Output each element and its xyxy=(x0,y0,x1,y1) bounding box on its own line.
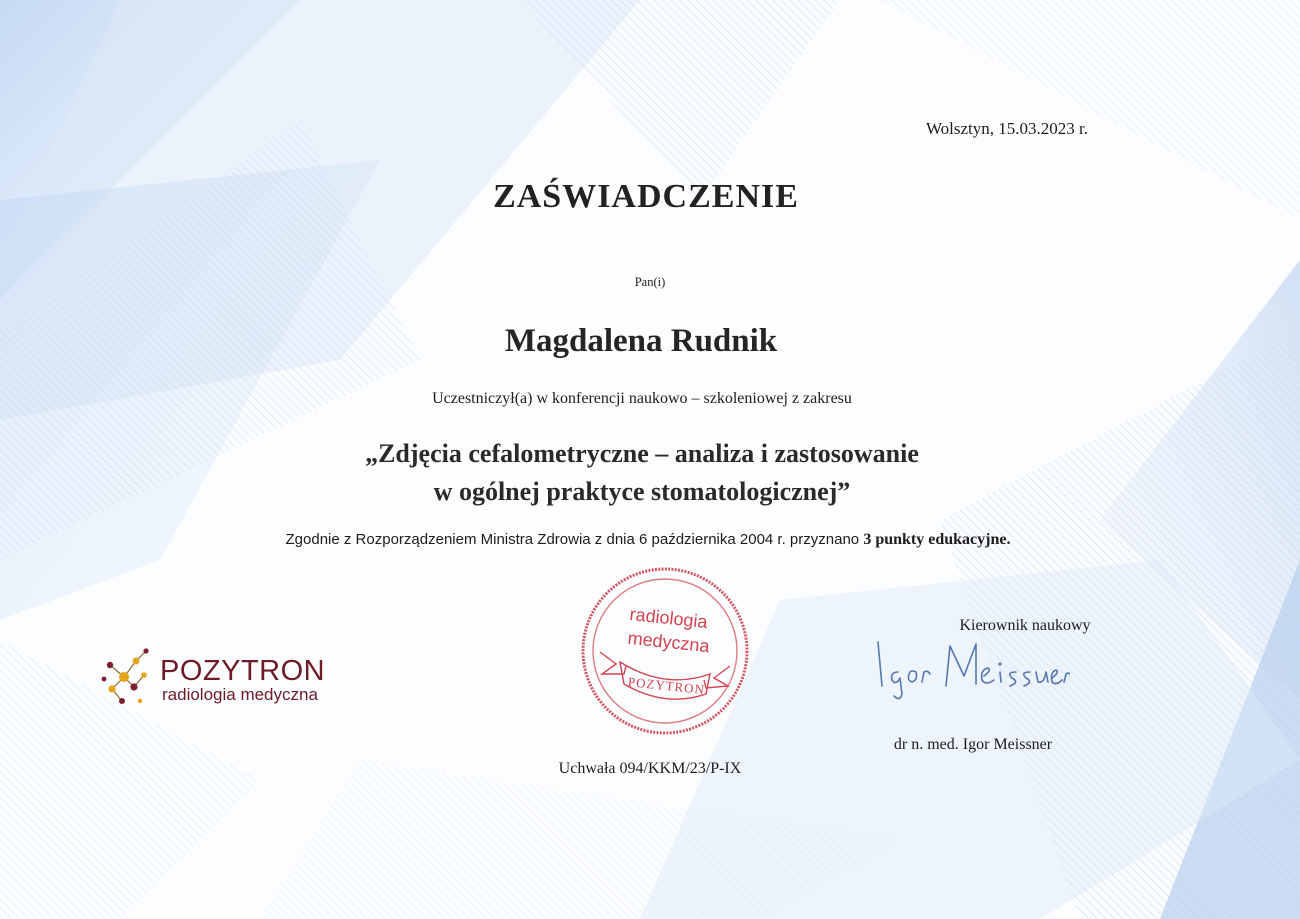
organizer-logo xyxy=(100,645,360,715)
stamp-banner: POZYTRON xyxy=(627,674,706,698)
signatory-role: Kierownik naukowy xyxy=(959,617,1091,634)
organizer-subtitle: radiologia medyczna xyxy=(162,685,318,704)
signatory-name: dr n. med. Igor Meissner xyxy=(893,736,1053,753)
salutation: Pan(i) xyxy=(634,275,666,289)
organizer-stamp xyxy=(580,566,750,736)
certificate-title: ZAŚWIADCZENIE xyxy=(493,178,799,215)
handwritten-signature xyxy=(860,632,1070,702)
conference-topic xyxy=(0,435,1292,511)
recipient-name: Magdalena Rudnik xyxy=(504,323,778,359)
organizer-name: POZYTRON xyxy=(160,655,326,687)
topic-line-2: w ogólnej praktyce stomatologicznej” xyxy=(433,477,851,506)
resolution-number: Uchwała 094/KKM/23/P-IX xyxy=(558,760,742,777)
topic-line-1: „Zdjęcia cefalometryczne – analiza i zastosowanie xyxy=(365,439,919,468)
regulation-text: Zgodnie z Rozporządzeniem Ministra Zdrowia z dnia 6 października 2004 r. przyznano xyxy=(285,531,860,548)
education-points: 3 punkty edukacyjne. xyxy=(863,531,1011,548)
place-date: Wolsztyn, 15.03.2023 r. xyxy=(925,119,1088,138)
stamp-line-2: medyczna xyxy=(626,627,711,657)
regulation-statement xyxy=(0,531,1298,549)
molecule-logo-icon xyxy=(100,645,160,711)
stamp-line-1: radiologia xyxy=(628,604,709,633)
participation-text: Uczestniczył(a) w konferencji naukowo – szkoleniowej z zakresu xyxy=(432,390,852,407)
